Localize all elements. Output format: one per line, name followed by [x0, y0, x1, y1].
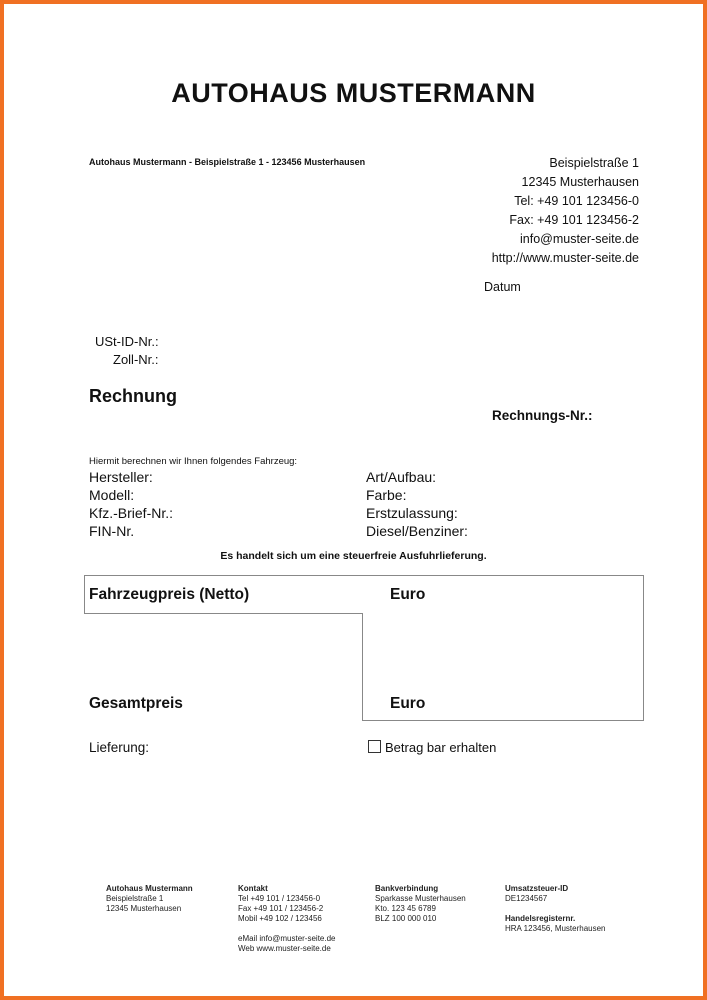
footer-tax — [505, 884, 606, 934]
footer-tax-heading: Umsatzsteuer-ID — [505, 884, 569, 893]
net-price-currency: Euro — [390, 586, 426, 603]
field-kfz-brief-nr: Kfz.-Brief-Nr.: — [89, 505, 174, 521]
footer-register-heading: Handelsregisternr. — [505, 914, 576, 923]
field-diesel-benziner: Diesel/Benziner: — [366, 523, 468, 539]
cash-received-label: Betrag bar erhalten — [385, 740, 497, 755]
invoice-title: Rechnung — [89, 386, 177, 406]
company-street: Beispielstraße 1 — [549, 156, 639, 170]
zoll-nr-label: Zoll-Nr.: — [113, 352, 159, 367]
total-price-currency: Euro — [390, 695, 426, 712]
footer-bank — [375, 884, 466, 924]
total-price-label: Gesamtpreis — [89, 695, 183, 712]
delivery-label: Lieferung: — [89, 740, 150, 755]
company-web: http://www.muster-seite.de — [491, 251, 639, 265]
footer-bank-heading: Bankverbindung — [375, 884, 439, 893]
field-modell: Modell: — [89, 487, 135, 503]
invoice-number-label: Rechnungs-Nr.: — [492, 408, 593, 423]
net-price-label: Fahrzeugpreis (Netto) — [89, 586, 250, 603]
footer-tax-id: DE1234567 — [505, 894, 548, 903]
field-fin-nr: FIN-Nr. — [89, 523, 135, 539]
field-erstzulassung: Erstzulassung: — [366, 505, 458, 521]
field-art-aufbau: Art/Aufbau: — [366, 469, 437, 485]
company-city: 12345 Musterhausen — [521, 175, 639, 189]
field-hersteller: Hersteller: — [89, 469, 153, 485]
ust-id-label: USt-ID-Nr.: — [95, 334, 159, 349]
footer-contact-fax: Fax +49 101 / 123456-2 — [238, 904, 324, 913]
footer-register: HRA 123456, Musterhausen — [505, 924, 606, 933]
footer-contact-web: Web www.muster-seite.de — [238, 944, 331, 953]
footer-contact — [238, 884, 336, 954]
footer-contact-email: eMail info@muster-seite.de — [238, 934, 336, 943]
footer-company-name: Autohaus Mustermann — [106, 884, 193, 893]
footer-contact-mobil: Mobil +49 102 / 123456 — [238, 914, 322, 923]
date-label: Datum — [484, 280, 521, 294]
company-title: AUTOHAUS MUSTERMANN — [171, 78, 536, 108]
company-email: info@muster-seite.de — [520, 232, 639, 246]
sender-address-line: Autohaus Mustermann - Beispielstraße 1 - 123456 Musterhausen — [89, 157, 366, 167]
footer-bank-blz: BLZ 100 000 010 — [375, 914, 437, 923]
company-fax: Fax: +49 101 123456-2 — [509, 213, 639, 227]
tax-free-note: Es handelt sich um eine steuerfreie Ausfuhrlieferung. — [220, 550, 487, 562]
footer-company — [106, 884, 193, 914]
cash-received-checkbox[interactable] — [368, 740, 381, 753]
company-tel: Tel: +49 101 123456-0 — [514, 194, 639, 208]
footer-company-city: 12345 Musterhausen — [106, 904, 182, 913]
footer-bank-name: Sparkasse Musterhausen — [375, 894, 466, 903]
footer-contact-heading: Kontakt — [238, 884, 268, 893]
footer-bank-kto: Kto. 123 45 6789 — [375, 904, 436, 913]
footer-contact-tel: Tel +49 101 / 123456-0 — [238, 894, 321, 903]
intro-text: Hiermit berechnen wir Ihnen folgendes Fahrzeug: — [89, 456, 298, 467]
footer-company-street: Beispielstraße 1 — [106, 894, 164, 903]
field-farbe: Farbe: — [366, 487, 407, 503]
